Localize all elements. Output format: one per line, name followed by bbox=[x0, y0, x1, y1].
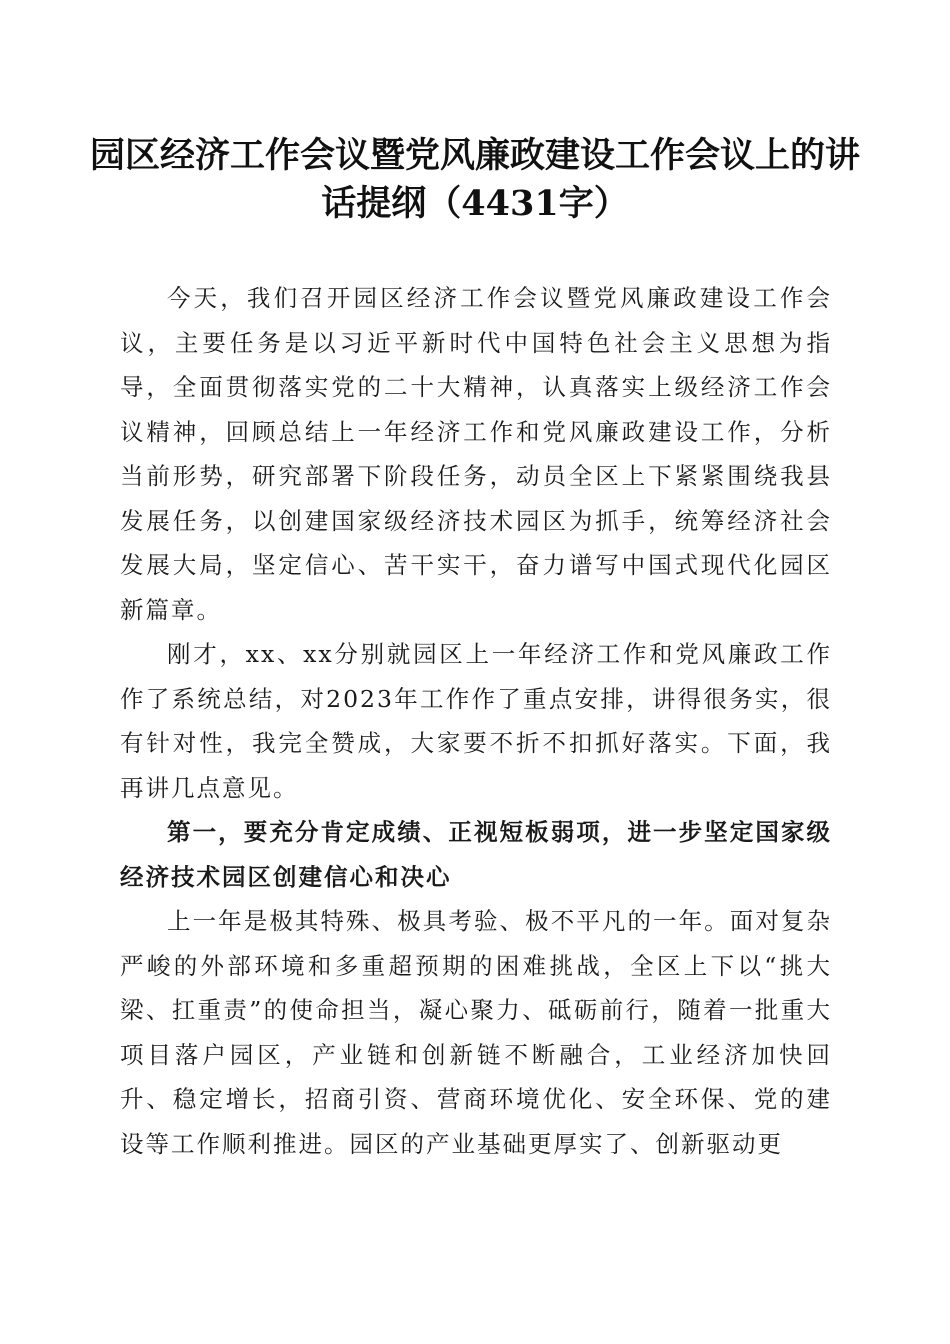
section-heading-first: 第一，要充分肯定成绩、正视短板弱项，进一步坚定国家级经济技术园区创建信心和决心 bbox=[120, 818, 832, 891]
document-title: 园区经济工作会议暨党风廉政建设工作会议上的讲话提纲（4431字） bbox=[90, 135, 861, 224]
paragraph-review: 上一年是极其特殊、极具考验、极不平凡的一年。面对复杂严峻的外部环境和多重超预期的困难挑战，全区上下以“挑大梁、扛重责”的使命担当，凝心聚力、砥砺前行，随着一批重大项目落户园区，产业链和创新链不断融合，工业经济加快回升、稳定增长，招商引资、营商环境优化、安全环保、党的建设等工作顺利推进。园区的产业基础更厚实了、创新驱动更 bbox=[120, 907, 832, 1158]
paragraph-intro: 今天，我们召开园区经济工作会议暨党风廉政建设工作会议，主要任务是以习近平新时代中国特色社会主义思想为指导，全面贯彻落实党的二十大精神，认真落实上级经济工作会议精神，回顾总结上一年经济工作和党风廉政建设工作，分析当前形势，研究部署下阶段任务，动员全区上下紧紧围绕我县发展任务，以创建国家级经济技术园区为抓手，统筹经济社会发展大局，坚定信心、苦干实干，奋力谱写中国式现代化园区新篇章。 bbox=[120, 284, 832, 624]
paragraph-summary: 刚才，xx、xx分别就园区上一年经济工作和党风廉政工作作了系统总结，对2023年工作作了重点安排，讲得很务实，很有针对性，我完全赞成，大家要不折不扣抓好落实。下面，我再讲几点意见。 bbox=[120, 640, 832, 802]
document-body bbox=[120, 276, 832, 1166]
